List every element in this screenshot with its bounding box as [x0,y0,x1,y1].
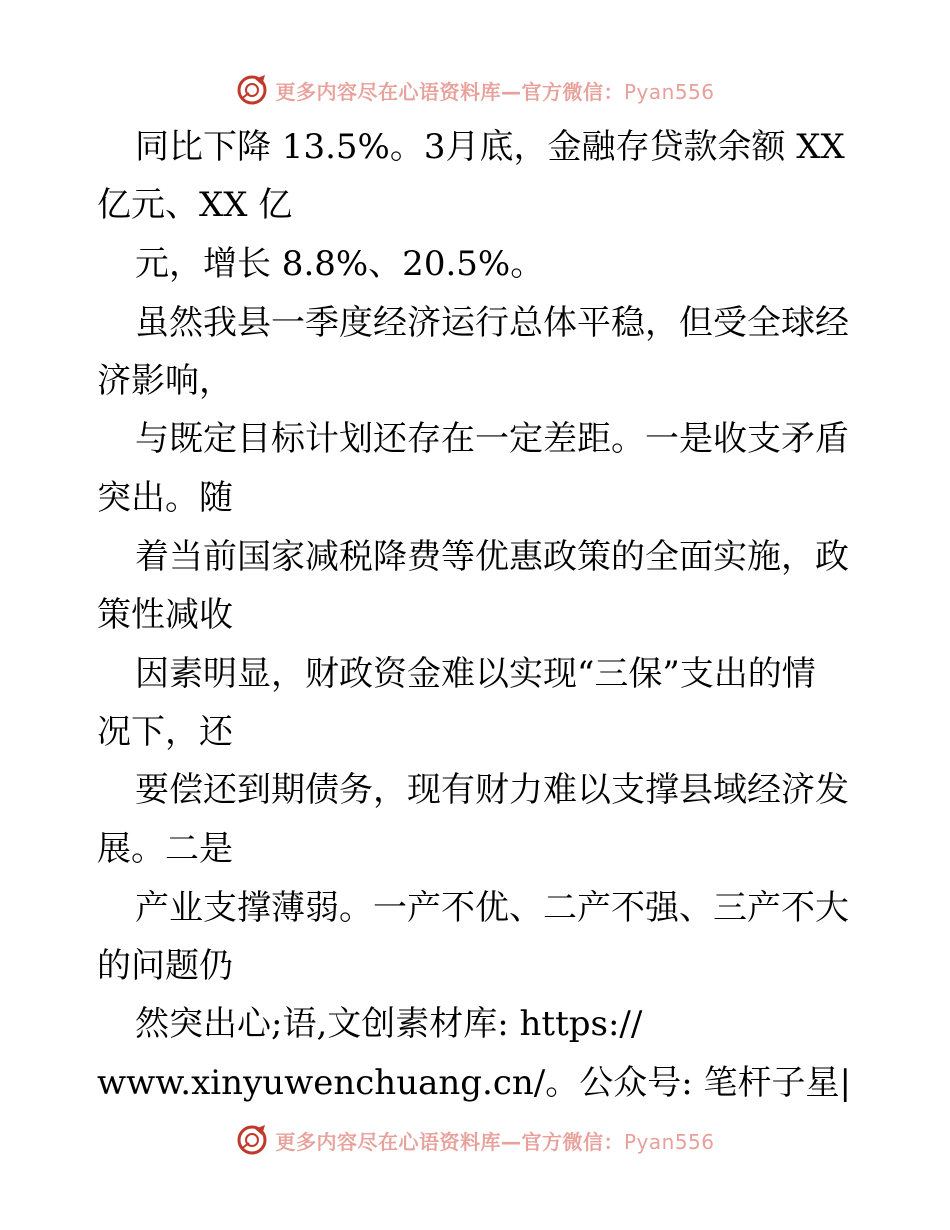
text-line: www.xinyuwenchuang.cn/。公众号: 笔杆子星| [97,1063,851,1103]
watermark-text [275,76,714,105]
watermark-label: 官方微信： [521,79,624,104]
watermark-main-text: 更多内容尽在心语资料库 [275,79,501,104]
header-watermark [0,70,950,110]
text-line: 同比下降 13.5%。3月底，金融存贷款余额 XX [135,127,845,167]
watermark-text [275,1126,714,1155]
text-line: 虽然我县一季度经济运行总体平稳，但受全球经 [135,303,849,343]
watermark-id: Pyan556 [623,79,715,104]
pen-logo-icon [235,1123,269,1157]
text-line: 因素明显，财政资金难以实现“三保”支出的情 [135,654,816,694]
footer-watermark [0,1120,950,1160]
text-line: 着当前国家减税降费等优惠政策的全面实施，政 [135,537,849,577]
text-line: 况下，还 [97,712,233,752]
watermark-id: Pyan556 [623,1129,715,1154]
text-line: 突出。随 [97,478,233,518]
text-line: 的问题仍 [97,946,233,986]
text-line: 与既定目标计划还存在一定差距。一是收支矛盾 [135,419,849,459]
text-line: 亿元、XX 亿 [97,185,293,225]
watermark-content [235,1123,714,1157]
watermark-label: 官方微信： [521,1129,624,1154]
watermark-main-text: 更多内容尽在心语资料库 [275,1129,501,1154]
text-line: 元，增长 8.8%、20.5%。 [135,244,545,284]
pen-logo-icon [235,73,269,107]
watermark-separator: — [500,1129,522,1154]
text-line: 产业支撑薄弱。一产不优、二产不强、三产不大 [135,888,849,928]
text-line: 要偿还到期债务，现有财力难以支撑县域经济发 [135,770,849,810]
watermark-separator: — [500,79,522,104]
watermark-content [235,73,714,107]
text-line: 展。二是 [97,829,233,869]
text-line: 策性减收 [97,595,233,635]
text-line: 然突出心;语,文创素材库: https:// [135,1004,643,1044]
text-line: 济影响， [97,361,233,401]
